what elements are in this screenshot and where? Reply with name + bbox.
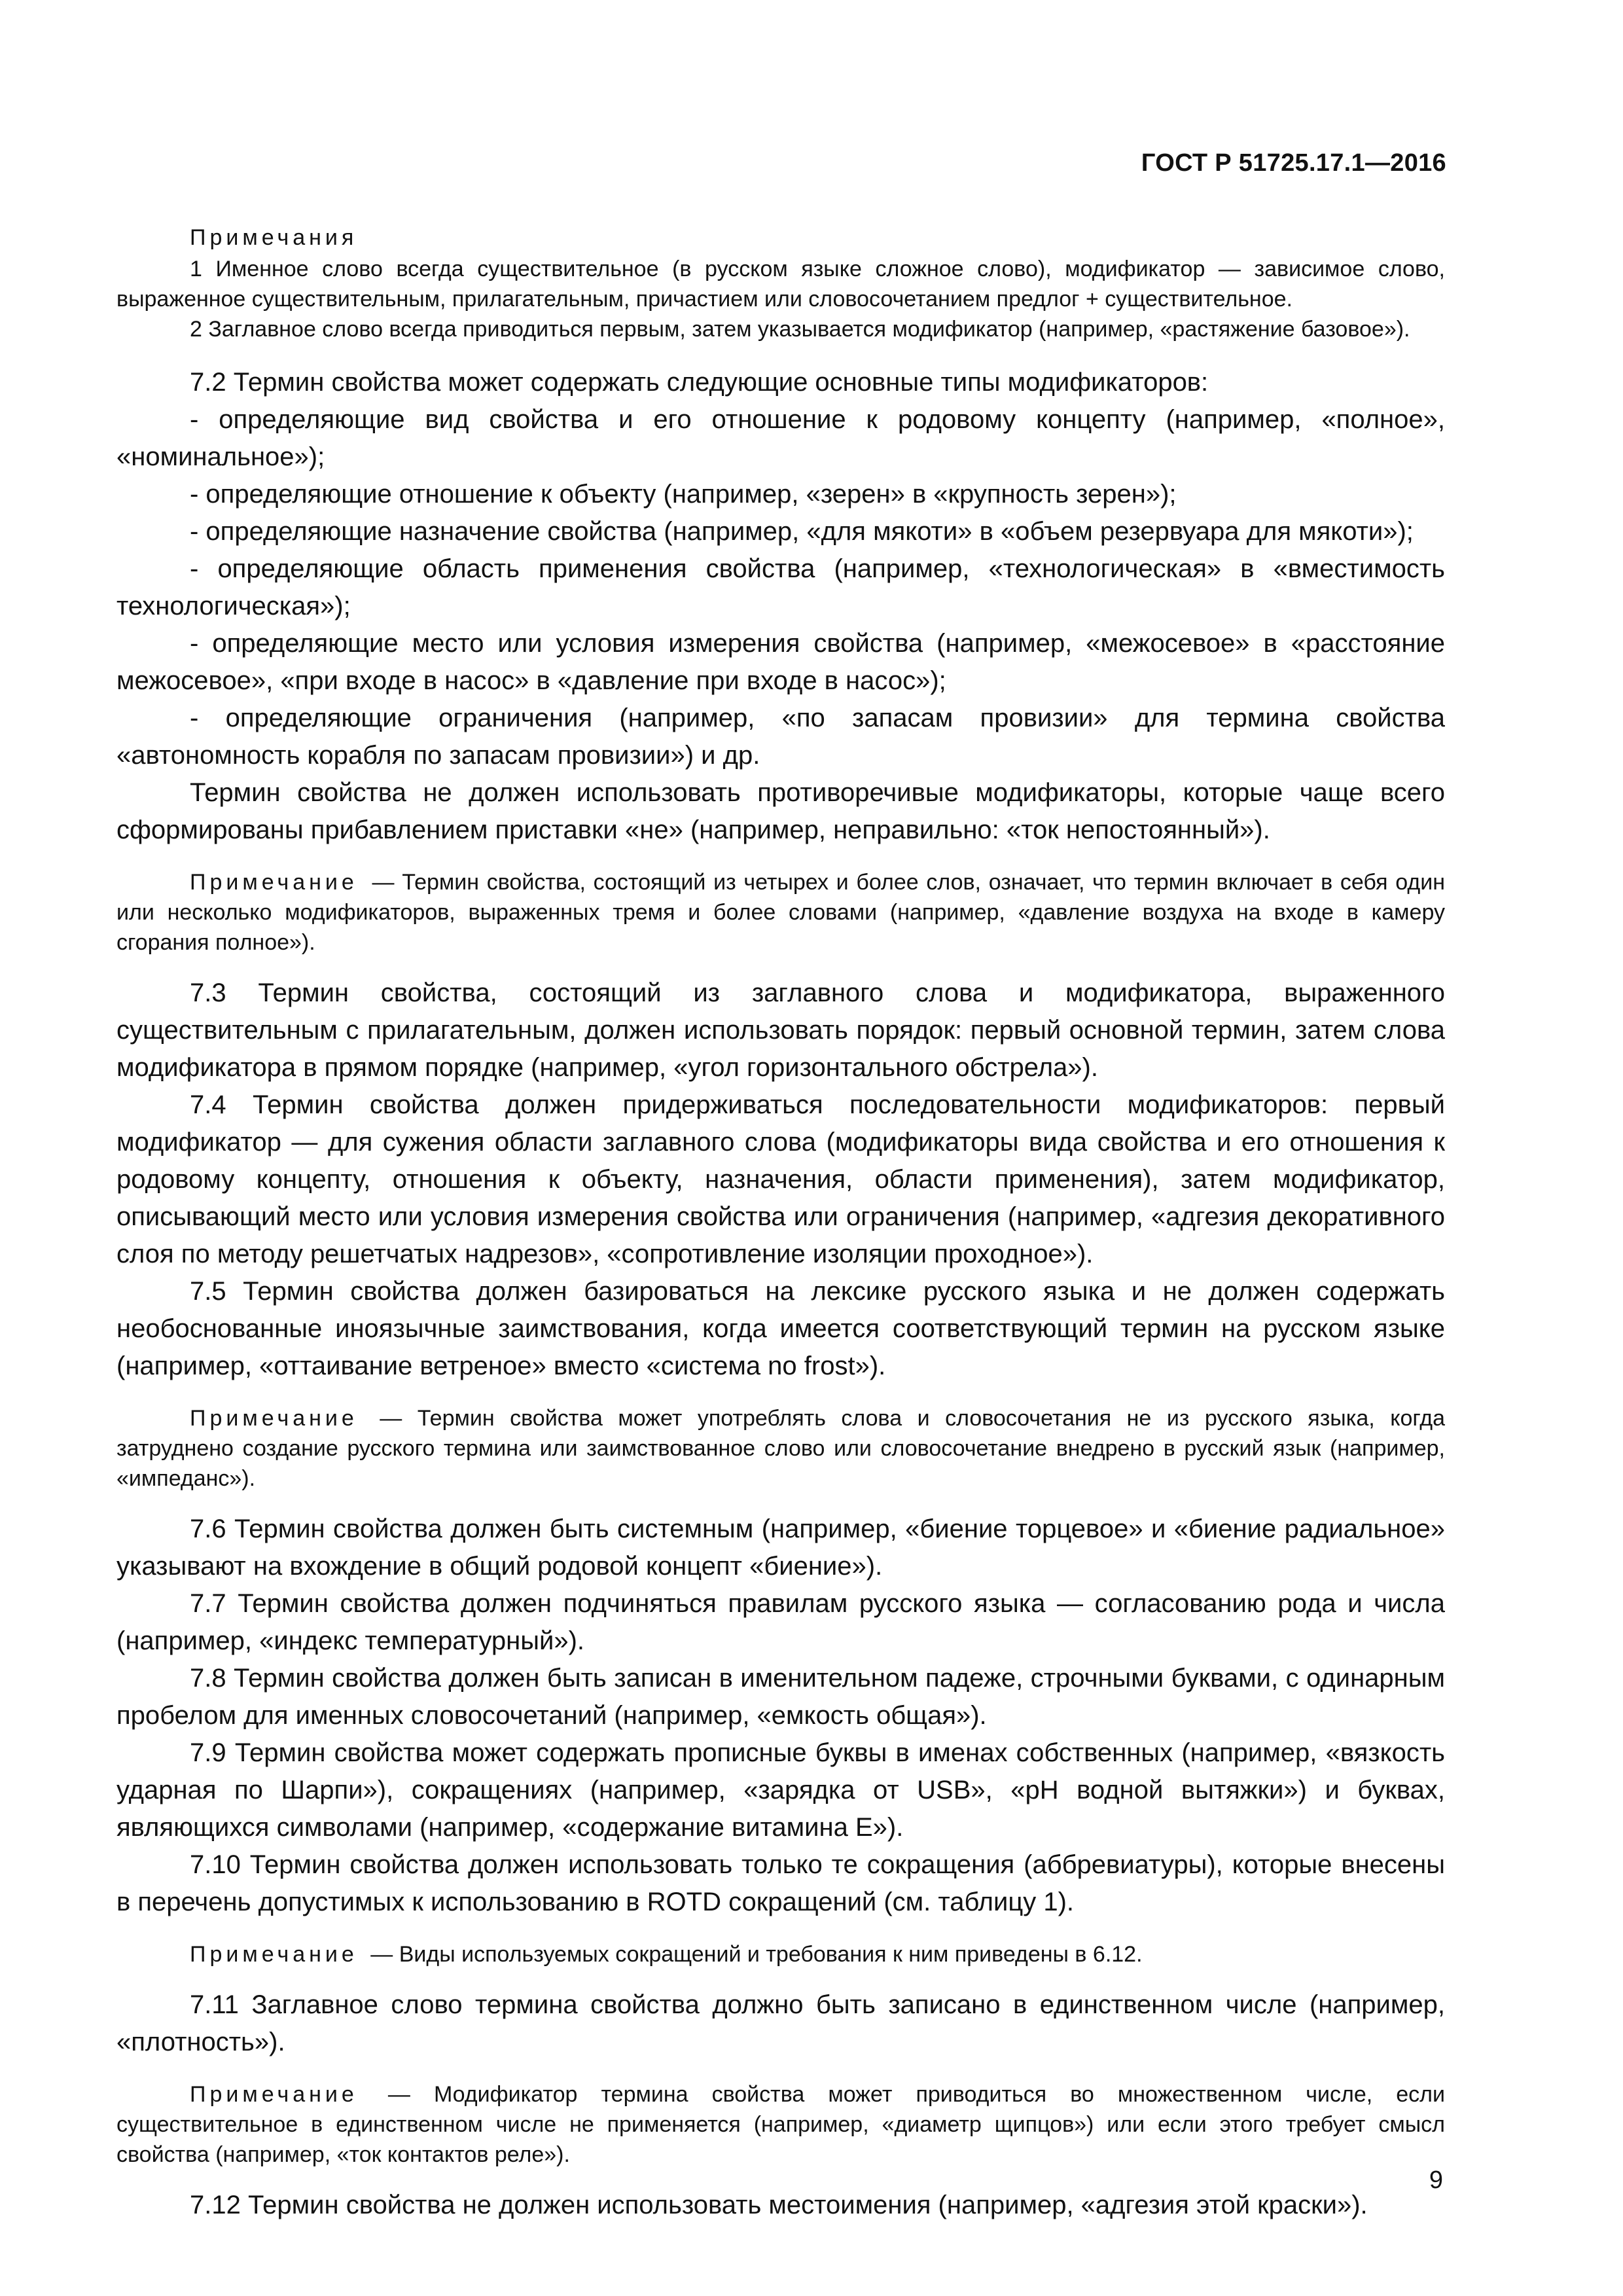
- note-label: Примечание: [190, 1942, 358, 1967]
- section-7-11: 7.11 Заглавное слово термина свойства должно быть записано в единственном числе (например, «плотность»).: [116, 1990, 1445, 2056]
- list-item: - определяющие вид свойства и его отношение к родовому концепту (например, «полное», «номинальное»);: [116, 405, 1445, 471]
- section-7-2-intro: 7.2 Термин свойства может содержать следующие основные типы модификаторов:: [190, 368, 1209, 397]
- note-7-2: [116, 867, 1445, 958]
- list-item: - определяющие область применения свойства (например, «технологическая» в «вместимость технологическая»);: [116, 554, 1445, 620]
- section-7-6: 7.6 Термин свойства должен быть системным (например, «биение торцевое» и «биение радиальное» указывают на вхождение в общий родовой концепт «биение»).: [116, 1515, 1445, 1581]
- note-text: — Виды используемых сокращений и требования к ним приведены в 6.12.: [370, 1942, 1143, 1967]
- note-7-10: [116, 1939, 1445, 1969]
- section-7-3: 7.3 Термин свойства, состоящий из заглавного слова и модификатора, выраженного существительным с прилагательным, должен использовать порядок: первый основной термин, затем слова модификатора в прямом порядке (например, «угол горизонтального обстрела»).: [116, 978, 1445, 1082]
- list-item: - определяющие место или условия измерения свойства (например, «межосевое» в «расстояние межосевое», «при входе в насос» в «давление при входе в насос»);: [116, 629, 1445, 695]
- section-7-9: 7.9 Термин свойства может содержать прописные буквы в именах собственных (например, «вязкость ударная по Шарпи»), сокращениях (например, «зарядка от USB», «pH водной вытяжки») и буквах, являющихся символами (например, «содержание витамина E»).: [116, 1738, 1445, 1842]
- notes-title: Примечания: [190, 225, 358, 250]
- list-item: - определяющие назначение свойства (например, «для мякоти» в «объем резервуара для мякоти»);: [190, 517, 1414, 546]
- note-text: — Модификатор термина свойства может приводиться во множественном числе, если существительное в единственном числе не применяется (например, «диаметр щипцов») или если этого требует смысл свойства (например, «ток контактов реле»).: [116, 2082, 1445, 2167]
- page-number: 9: [1429, 2166, 1443, 2194]
- section-7-8: 7.8 Термин свойства должен быть записан в именительном падеже, строчными буквами, с одинарным пробелом для именных словосочетаний (например, «емкость общая»).: [116, 1664, 1445, 1730]
- note-7-11: [116, 2079, 1445, 2170]
- note-text: — Термин свойства может употреблять слова и словосочетания не из русского языка, когда затруднено создание русского термина или заимствованное слово или словосочетание внедрено в русский язык (например, «импеданс»).: [116, 1406, 1445, 1491]
- note-text: — Термин свойства, состоящий из четырех и более слов, означает, что термин включает в себя один или несколько модификаторов, выраженных тремя и более словами (например, «давление воздуха на входе в камеру сгорания полное»).: [116, 870, 1446, 955]
- section-7-10: 7.10 Термин свойства должен использовать только те сокращения (аббревиатуры), которые внесены в перечень допустимых к использованию в ROTD сокращений (см. таблицу 1).: [116, 1850, 1445, 1916]
- notes-top: [116, 223, 1445, 344]
- note-7-5: [116, 1403, 1445, 1494]
- note-label: Примечание: [190, 2082, 358, 2107]
- note-label: Примечание: [190, 870, 358, 895]
- note-label: Примечание: [190, 1406, 358, 1431]
- page-content: [116, 223, 1445, 2224]
- note-item: 1 Именное слово всегда существительное (в русском языке сложное слово), модификатор — зависимое слово, выраженное существительным, прилагательным, причастием или словосочетанием предлог + существительное.: [116, 257, 1445, 312]
- section-7-7: 7.7 Термин свойства должен подчиняться правилам русского языка — согласованию рода и числа (например, «индекс температурный»).: [116, 1589, 1445, 1655]
- document-number: ГОСТ Р 51725.17.1—2016: [1141, 149, 1446, 177]
- list-item: - определяющие ограничения (например, «по запасам провизии» для термина свойства «автономность корабля по запасам провизии») и др.: [116, 704, 1445, 770]
- section-7-4: 7.4 Термин свойства должен придерживаться последовательности модификаторов: первый модификатор — для сужения области заглавного слова (модификаторы вида свойства и его отношения к родовому концепту, отношения к объекту, назначения, области применения), затем модификатор, описывающий место или условия измерения свойства или ограничения (например, «адгезия декоративного слоя по методу решетчатых надрезов», «сопротивление изоляции проходное»).: [116, 1090, 1445, 1268]
- note-item: 2 Заглавное слово всегда приводиться первым, затем указывается модификатор (например, «растяжение базовое»).: [190, 317, 1410, 342]
- section-7-5: 7.5 Термин свойства должен базироваться на лексике русского языка и не должен содержать необоснованные иноязычные заимствования, когда имеется соответствующий термин на русском языке (например, «оттаивание ветреное» вместо «система no frost»).: [116, 1277, 1445, 1380]
- section-7-12: 7.12 Термин свойства не должен использовать местоимения (например, «адгезия этой краски»).: [190, 2191, 1368, 2219]
- list-item: - определяющие отношение к объекту (например, «зерен» в «крупность зерен»);: [190, 480, 1177, 509]
- section-7-2-closing: Термин свойства не должен использовать противоречивые модификаторы, которые чаще всего сформированы прибавлением приставки «не» (например, неправильно: «ток непостоянный»).: [116, 778, 1445, 844]
